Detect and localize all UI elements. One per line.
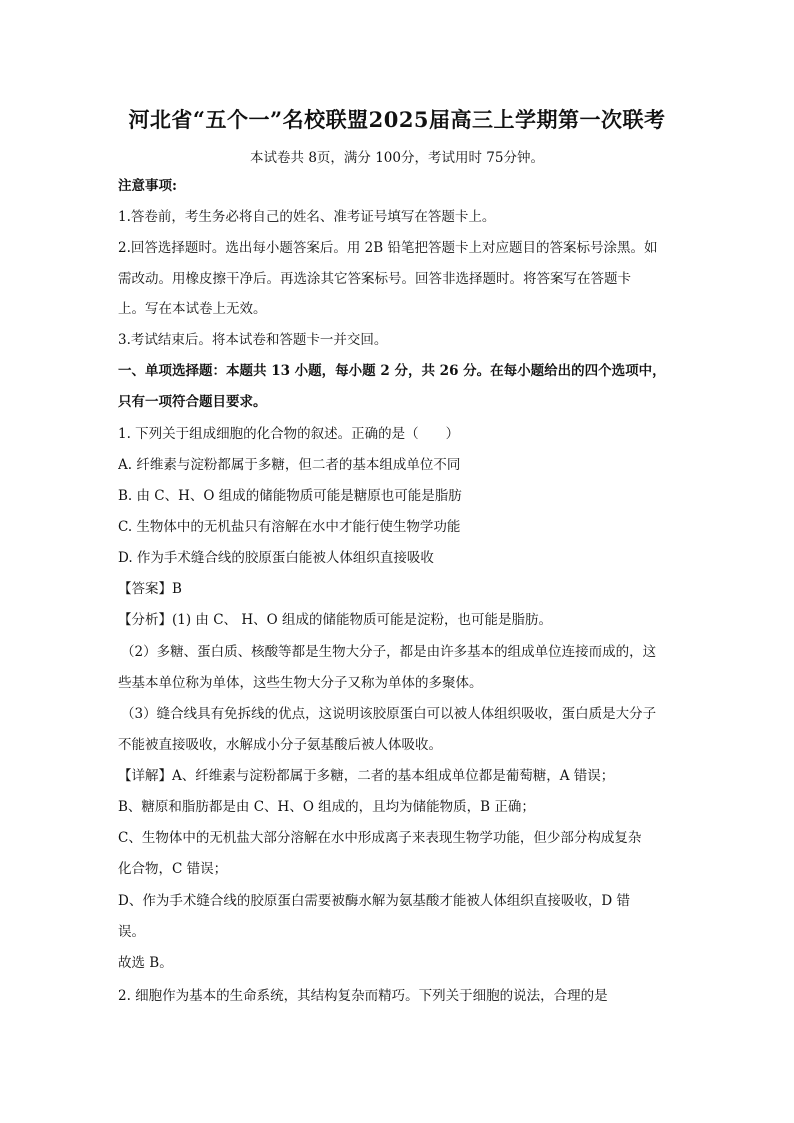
- question-1-analysis-2-line-2: 些基本单位称为单体，这些生物大分子又称为单体的多聚体。: [118, 675, 483, 691]
- question-2-stem: 2. 细胞作为基本的生命系统，其结构复杂而精巧。下列关于细胞的说法，合理的是: [118, 988, 608, 1004]
- notice-item-2-line-1: 2.回答选择题时。选出每小题答案后。用 2B 铅笔把答题卡上对应题目的答案标号涂黑。如: [118, 240, 658, 256]
- section-1-heading-line-1: 一、单项选择题：本题共 13 小题，每小题 2 分，共 26 分。在每小题给出的四个选项中，: [118, 363, 666, 379]
- document-subtitle: 本试卷共 8页，满分 100分，考试用时 75分钟。: [250, 150, 544, 166]
- question-1-option-c: C. 生物体中的无机盐只有溶解在水中才能行使生物学功能: [118, 519, 461, 535]
- notice-item-2-line-3: 上。写在本试卷上无效。: [118, 301, 267, 317]
- question-1-detail-d-line-2: 误。: [118, 924, 145, 940]
- question-1-conclusion: 故选 B。: [118, 955, 173, 971]
- question-1-analysis-3-line-2: 不能被直接吸收，水解成小分子氨基酸后被人体吸收。: [118, 737, 442, 753]
- question-1-option-a: A. 纤维素与淀粉都属于多糖，但二者的基本组成单位不同: [118, 457, 461, 473]
- question-1-detail-c-line-2: 化合物，C 错误；: [118, 861, 228, 877]
- question-1-detail-b: B、糖原和脂肪都是由 C、H、O 组成的，且均为储能物质，B 正确；: [118, 799, 535, 815]
- question-1-answer: 【答案】B: [118, 581, 182, 597]
- question-1-analysis-2-line-1: （2）多糖、蛋白质、核酸等都是生物大分子，都是由许多基本的组成单位连接而成的，这: [121, 644, 657, 660]
- question-1-option-b: B. 由 C、H、O 组成的储能物质可能是糖原也可能是脂肪: [118, 488, 462, 504]
- notice-item-3: 3.考试结束后。将本试卷和答题卡一并交回。: [118, 332, 388, 348]
- question-1-analysis-1: 【分析】(1) 由 C、 H、O 组成的储能物质可能是淀粉，也可能是脂肪。: [118, 612, 552, 628]
- question-1-detail-c-line-1: C、生物体中的无机盐大部分溶解在水中形成离子来表现生物学功能，但少部分构成复杂: [118, 830, 642, 846]
- section-1-heading-line-2: 只有一项符合题目要求。: [118, 394, 267, 410]
- question-1-detail-d-line-1: D、作为手术缝合线的胶原蛋白需要被酶水解为氨基酸才能被人体组织直接吸收，D 错: [118, 893, 630, 909]
- document-title: 河北省“五个一”名校联盟2025届高三上学期第一次联考: [128, 107, 666, 132]
- notice-item-2-line-2: 需改动。用橡皮擦干净后。再选涂其它答案标号。回答非选择题时。将答案写在答题卡: [118, 271, 631, 287]
- notice-item-1: 1.答卷前，考生务必将自己的姓名、准考证号填写在答题卡上。: [118, 209, 496, 225]
- question-1-stem: 1. 下列关于组成细胞的化合物的叙述。正确的是（ ）: [118, 426, 460, 442]
- question-1-analysis-3-line-1: （3）缝合线具有免拆线的优点，这说明该胶原蛋白可以被人体组织吸收，蛋白质是大分子: [121, 706, 657, 722]
- question-1-option-d: D. 作为手术缝合线的胶原蛋白能被人体组织直接吸收: [118, 550, 434, 566]
- question-1-detail-a: 【详解】A、纤维素与淀粉都属于多糖，二者的基本组成单位都是葡萄糖，A 错误；: [118, 768, 615, 784]
- notice-heading: 注意事项:: [118, 178, 177, 194]
